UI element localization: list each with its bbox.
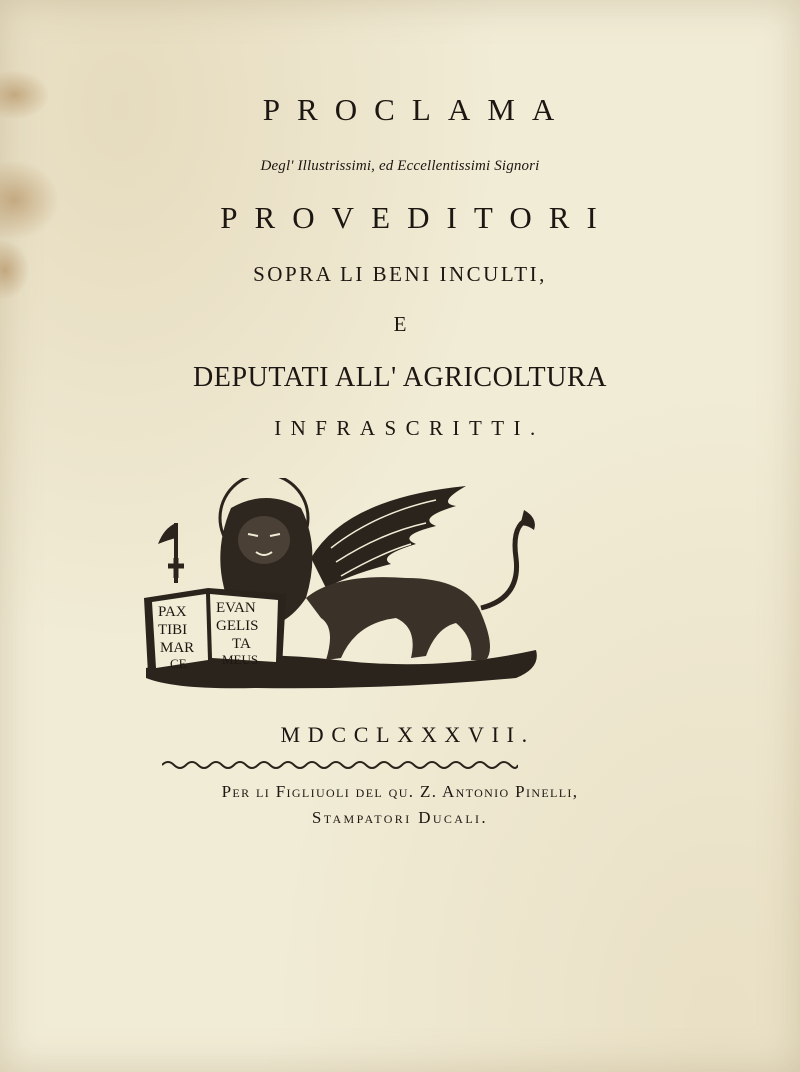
book-text-ce: CE: [170, 656, 187, 671]
book-text-ta: TA: [232, 636, 251, 652]
book-text-meus: MEUS: [222, 652, 259, 667]
publication-year: MDCCLXXXVII.: [280, 722, 535, 747]
book-text-gelis: GELIS: [216, 618, 259, 634]
conjunction: E: [393, 312, 407, 336]
book-text-tibi: TIBI: [158, 622, 188, 638]
book-text-pax: PAX: [158, 604, 187, 620]
printer-line-1: Per li Figliuoli del qu. Z. Antonio Pinelli,: [221, 782, 579, 801]
lion-of-st-mark-emblem: [136, 478, 546, 698]
lion-face: [238, 516, 290, 564]
deputies-title: DEPUTATI ALL' AGRICOLTURA: [193, 362, 607, 393]
decorative-rule: [162, 758, 518, 772]
book-text-mar: MAR: [160, 640, 195, 656]
printer-line-2: Stampatori Ducali.: [311, 808, 489, 827]
lion-tail: [481, 518, 531, 608]
wing-shape: [311, 486, 466, 588]
office-title: PROVEDITORI: [220, 200, 614, 235]
undersigned-line: INFRASCRITTI.: [274, 416, 545, 440]
office-detail: SOPRA LI BENI INCULTI,: [253, 262, 547, 286]
book-text-evan: EVAN: [216, 600, 256, 616]
honorific-subtitle: Degl' Illustrissimi, ed Eccellentissimi Signori: [260, 158, 540, 174]
open-book: [144, 588, 286, 674]
lion-body: [306, 577, 490, 660]
document-title: PROCLAMA: [262, 92, 572, 127]
